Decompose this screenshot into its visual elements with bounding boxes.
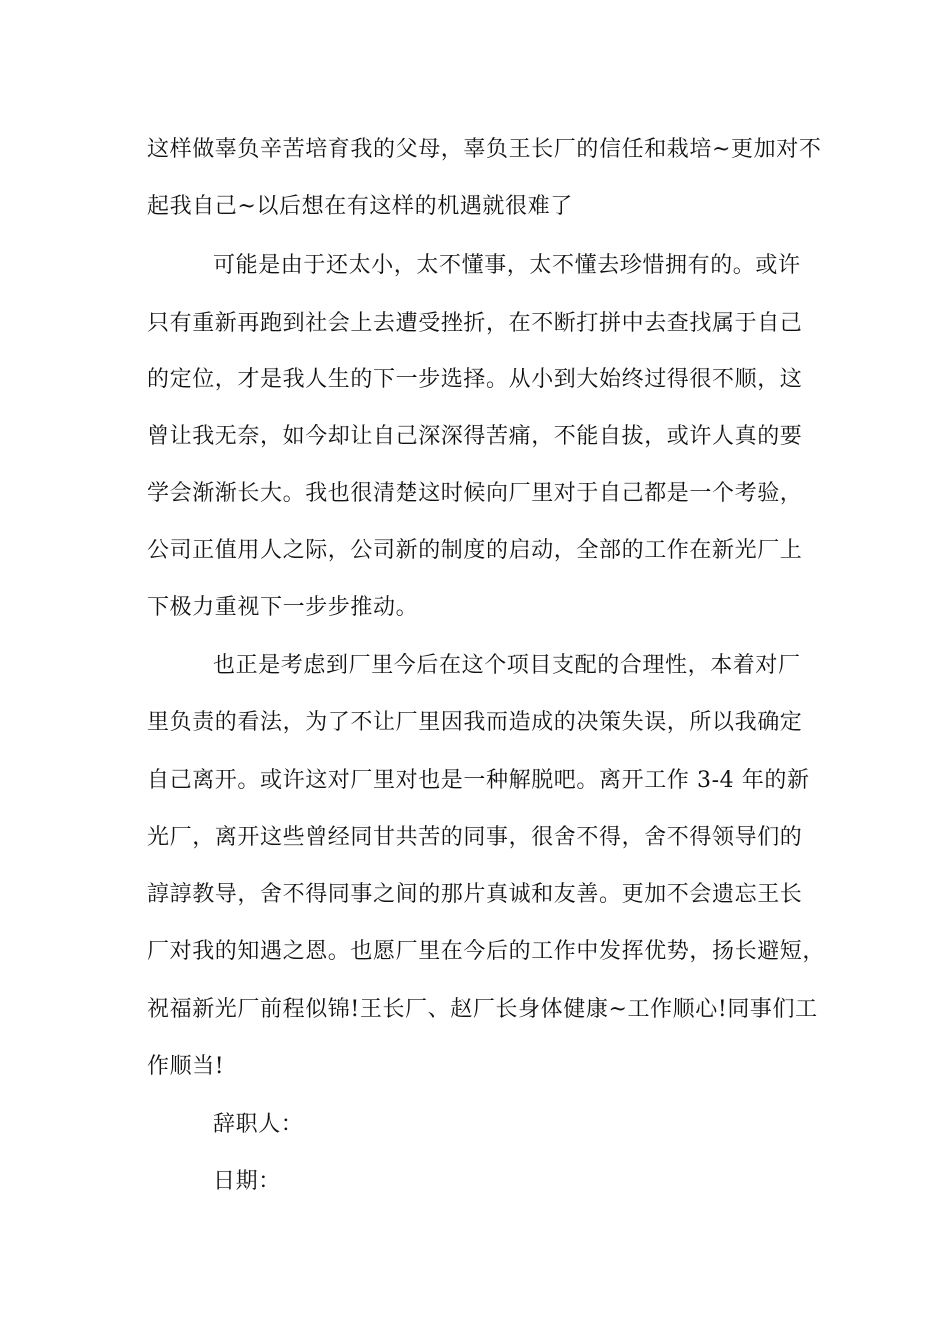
paragraph-3-line-4: 光厂，离开这些曾经同甘共苦的同事，很舍不得，舍不得领导们的 bbox=[147, 825, 803, 850]
paragraph-2-line-6: 公司正值用人之际，公司新的制度的启动，全部的工作在新光厂上 bbox=[147, 538, 803, 563]
paragraph-3-line-8: 作顺当! bbox=[147, 1054, 225, 1079]
paragraph-3-line-5: 諄諄教导，舍不得同事之间的那片真诚和友善。更加不会遗忘王长 bbox=[147, 882, 803, 907]
paragraph-2-line-3: 的定位，才是我人生的下一步选择。从小到大始终过得很不顺，这 bbox=[147, 367, 803, 392]
paragraph-2-line-1: 可能是由于还太小，太不懂事，太不懂去珍惜拥有的。或许 bbox=[213, 253, 801, 278]
paragraph-2-line-2: 只有重新再跑到社会上去遭受挫折，在不断打拼中去查找属于自己 bbox=[147, 311, 803, 336]
paragraph-2-line-4: 曾让我无奈，如今却让自己深深得苦痛，不能自拔，或许人真的要 bbox=[147, 424, 803, 449]
paragraph-3-line-7: 祝福新光厂前程似锦!王长厂、赵厂长身体健康~工作顺心!同事们工 bbox=[147, 997, 818, 1022]
paragraph-2-line-5: 学会渐渐长大。我也很清楚这时候向厂里对于自己都是一个考验， bbox=[147, 481, 803, 506]
paragraph-3-line-2: 里负责的看法，为了不让厂里因我而造成的决策失误，所以我确定 bbox=[147, 710, 803, 735]
paragraph-1-line-2: 起我自己~以后想在有这样的机遇就很难了 bbox=[147, 194, 573, 219]
date-label: 日期： bbox=[213, 1169, 281, 1194]
paragraph-1-line-1: 这样做辜负辛苦培育我的父母，辜负王长厂的信任和栽培~更加对不 bbox=[147, 137, 822, 162]
paragraph-3-line-1: 也正是考虑到厂里今后在这个项目支配的合理性，本着对厂 bbox=[213, 653, 801, 678]
paragraph-3-line-6: 厂对我的知遇之恩。也愿厂里在今后的工作中发挥优势，扬长避短， bbox=[147, 939, 826, 964]
paragraph-2-line-7: 下极力重视下一步步推动。 bbox=[147, 595, 419, 620]
paragraph-3-line-3: 自己离开。或许这对厂里对也是一种解脱吧。离开工作 3-4 年的新 bbox=[147, 768, 810, 793]
resigner-label: 辞职人： bbox=[213, 1112, 304, 1137]
